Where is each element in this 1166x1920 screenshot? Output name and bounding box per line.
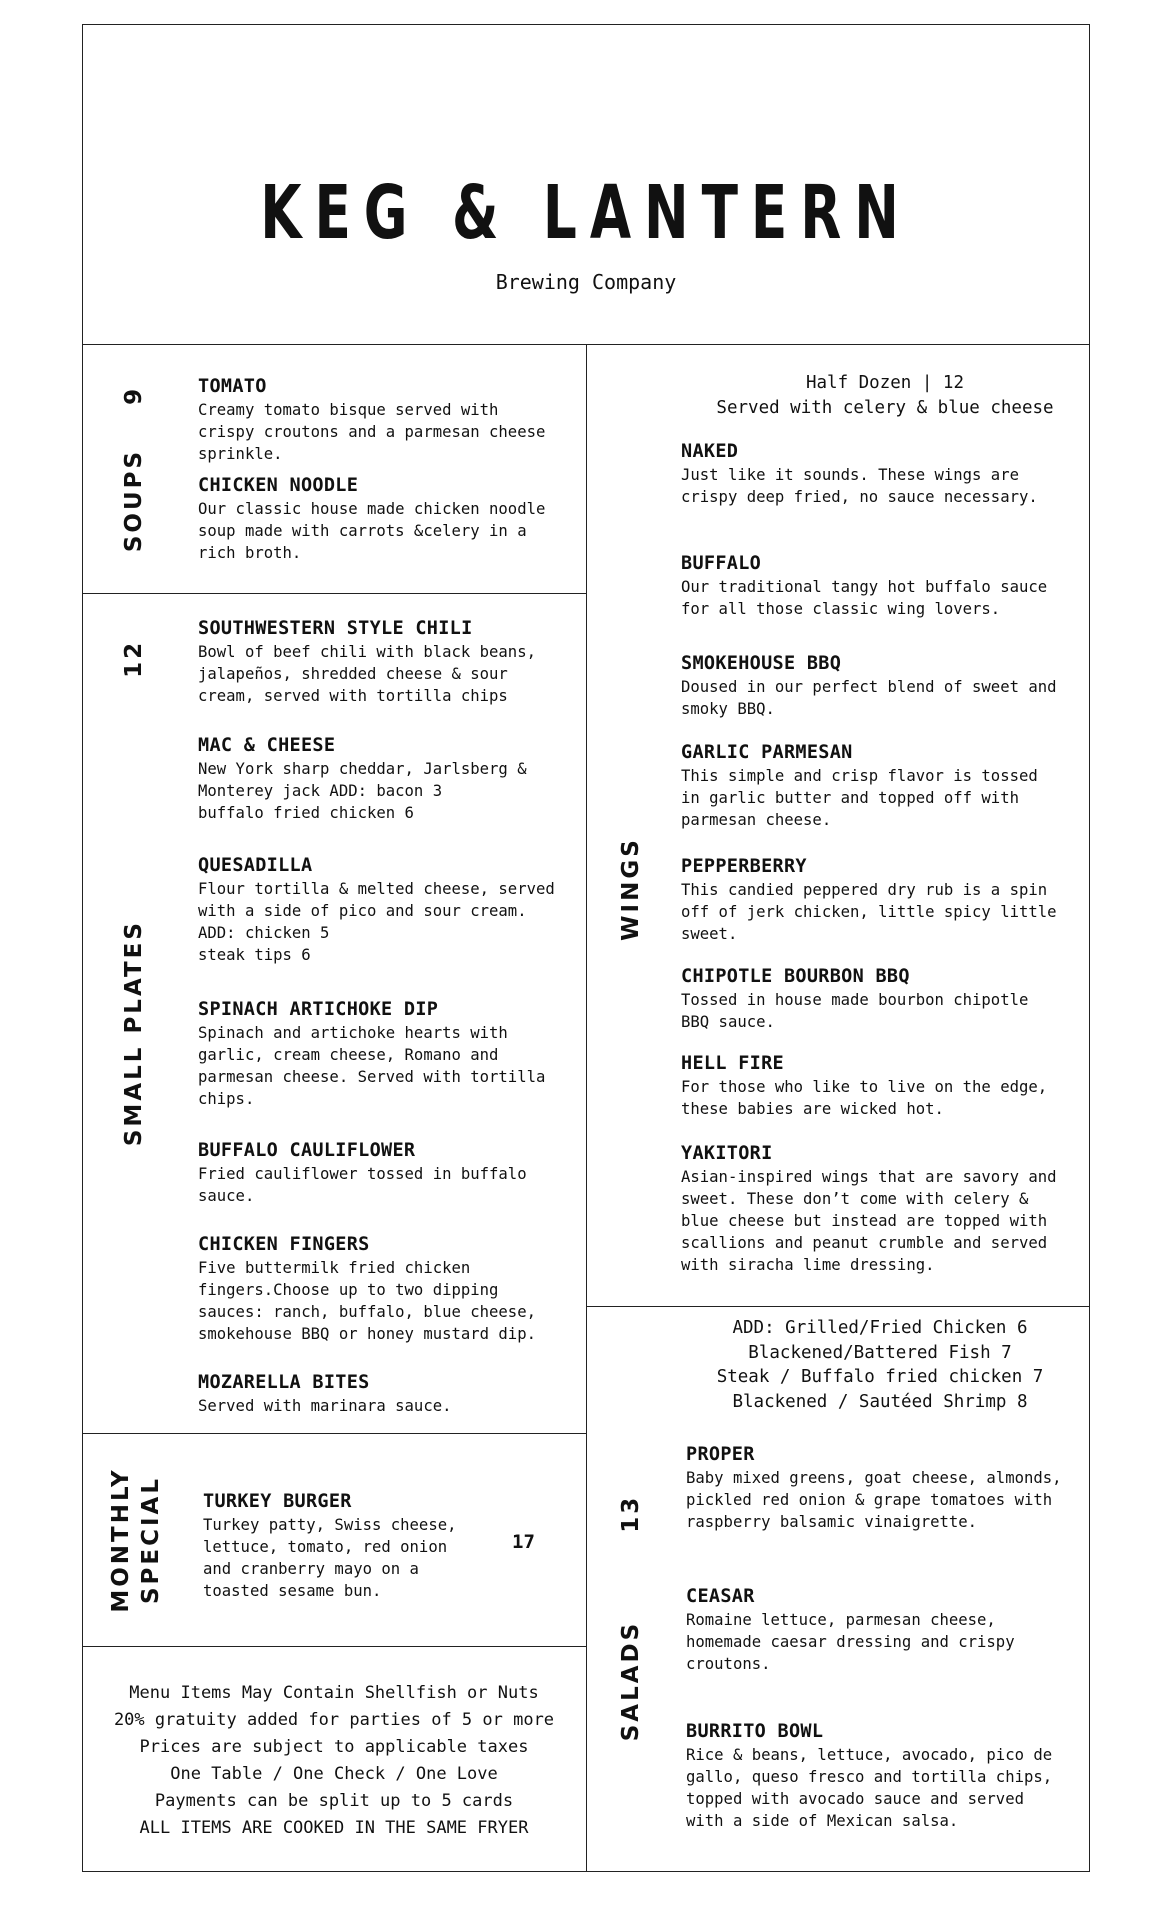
salad-item-ceasar <box>686 1585 1015 1675</box>
item-description: Turkey patty, Swiss cheese, lettuce, tomato, red onion and cranberry mayo on a toasted sesame bun. <box>203 1516 457 1600</box>
column-divider <box>586 344 587 1872</box>
item-name: TURKEY BURGER <box>203 1491 352 1512</box>
footer-line: ALL ITEMS ARE COOKED IN THE SAME FRYER <box>139 1818 529 1838</box>
soups-divider <box>82 593 586 594</box>
item-description: Our classic house made chicken noodle soup made with carrots &celery in a rich broth. <box>198 500 546 562</box>
footer-line: Prices are subject to applicable taxes <box>139 1737 529 1757</box>
salads-label <box>616 1495 646 1742</box>
small-plates-divider <box>82 1433 586 1434</box>
brand-title: KEG & LANTERN <box>260 170 912 256</box>
add-on-line: Blackened / Sautéed Shrimp 8 <box>732 1391 1028 1412</box>
wing-item-garlic-parmesan <box>681 741 1038 831</box>
item-name: CHICKEN NOODLE <box>198 475 359 496</box>
item-name: SMOKEHOUSE BBQ <box>681 653 842 674</box>
soups-label <box>119 386 149 552</box>
item-description: Fried cauliflower tossed in buffalo sauce. <box>198 1165 527 1205</box>
monthly-special-line1: MONTHLY <box>108 1467 134 1613</box>
salads-add-ons <box>680 1316 1080 1414</box>
footer-line: One Table / One Check / One Love <box>170 1764 498 1784</box>
menu-item-turkey-burger <box>203 1490 456 1602</box>
item-description: For those who like to live on the edge, these babies are wicked hot. <box>681 1078 1048 1118</box>
monthly-special-line2: SPECIAL <box>138 1475 164 1605</box>
menu-item-spinach-dip <box>198 998 545 1110</box>
wing-item-buffalo <box>681 552 1047 620</box>
salads-price: 13 <box>618 1494 644 1533</box>
menu-item-mozarella-bites <box>198 1371 451 1417</box>
brand-subtitle: Brewing Company <box>495 270 677 294</box>
item-name: CHICKEN FINGERS <box>198 1234 370 1255</box>
item-description: Tossed in house made bourbon chipotle BBQ sauce. <box>681 991 1029 1031</box>
wings-intro <box>700 371 1070 420</box>
add-on-line: Steak / Buffalo fried chicken 7 <box>716 1367 1044 1387</box>
menu-item-chicken-noodle <box>198 474 545 564</box>
wing-item-pepperberry <box>681 855 1057 945</box>
wing-item-hell-fire <box>681 1052 1047 1120</box>
item-description: Creamy tomato bisque served with crispy croutons and a parmesan cheese sprinkle. <box>198 401 546 463</box>
item-description: This candied peppered dry rub is a spin off of jerk chicken, little spicy little sweet. <box>681 881 1057 943</box>
menu-item-buffalo-cauliflower <box>198 1139 527 1207</box>
monthly-special-label <box>106 1467 166 1612</box>
item-description: Served with marinara sauce. <box>198 1397 452 1415</box>
item-name: SPINACH ARTICHOKE DIP <box>198 999 439 1020</box>
footer-notes <box>82 1680 586 1842</box>
add-on-line: Blackened/Battered Fish 7 <box>748 1342 1012 1363</box>
wing-item-naked <box>681 440 1038 508</box>
item-name: YAKITORI <box>681 1143 773 1164</box>
menu-item-chili <box>198 617 536 707</box>
item-description: Five buttermilk fried chicken fingers.Choose up to two dipping sauces: ranch, buffalo, blue cheese, smokehouse BBQ or honey mustard dip. <box>198 1259 536 1343</box>
item-name: HELL FIRE <box>681 1053 784 1074</box>
small-plates-label <box>119 640 149 1146</box>
item-description: Asian-inspired wings that are savory and sweet. These don’t come with celery & blue cheese but instead are topped with scallions and peanut crumble and served with siracha lime dressing. <box>681 1168 1057 1274</box>
item-description: Doused in our perfect blend of sweet and smoky BBQ. <box>681 678 1057 718</box>
salad-item-burrito-bowl <box>686 1720 1052 1832</box>
item-name: MOZARELLA BITES <box>198 1372 370 1393</box>
item-name: PEPPERBERRY <box>681 856 807 877</box>
menu-item-quesadilla <box>198 854 555 966</box>
item-description: Our traditional tangy hot buffalo sauce for all those classic wing lovers. <box>681 578 1048 618</box>
footer-line: Payments can be split up to 5 cards <box>154 1791 514 1811</box>
item-name: QUESADILLA <box>198 855 313 876</box>
add-on-line: ADD: Grilled/Fried Chicken 6 <box>732 1318 1028 1338</box>
wings-divider <box>586 1306 1090 1307</box>
item-description: Flour tortilla & melted cheese, served with a side of pico and sour cream. ADD: chicken 5 steak tips 6 <box>198 880 555 964</box>
wings-price-line: Half Dozen | 12 <box>805 373 965 393</box>
item-name: BUFFALO CAULIFLOWER <box>198 1140 416 1161</box>
item-name: TOMATO <box>198 376 267 397</box>
wings-served-line: Served with celery & blue cheese <box>716 397 1054 418</box>
item-name: CHIPOTLE BOURBON BBQ <box>681 966 910 987</box>
item-description: Romaine lettuce, parmesan cheese, homemade caesar dressing and crispy croutons. <box>686 1611 1015 1673</box>
soups-title: SOUPS <box>121 448 147 553</box>
item-description: Baby mixed greens, goat cheese, almonds, pickled red onion & grape tomatoes with raspberry balsamic vinaigrette. <box>686 1469 1062 1531</box>
small-plates-price: 12 <box>121 639 147 678</box>
monthly-special-price: 17 <box>512 1531 535 1553</box>
item-description: Just like it sounds. These wings are crispy deep fried, no sauce necessary. <box>681 466 1038 506</box>
item-name: SOUTHWESTERN STYLE CHILI <box>198 618 473 639</box>
footer-line: 20% gratuity added for parties of 5 or more <box>113 1710 555 1730</box>
soups-price: 9 <box>121 385 147 405</box>
wing-item-smokehouse-bbq <box>681 652 1057 720</box>
item-name: NAKED <box>681 441 739 462</box>
wings-label <box>616 837 646 941</box>
item-name: GARLIC PARMESAN <box>681 742 853 763</box>
wing-item-chipotle-bourbon-bbq <box>681 965 1028 1033</box>
item-name: CEASAR <box>686 1586 755 1607</box>
item-description: New York sharp cheddar, Jarlsberg & Monterey jack ADD: bacon 3 buffalo fried chicken 6 <box>198 760 527 822</box>
wings-title: WINGS <box>618 837 644 941</box>
salads-title: SALADS <box>618 1620 644 1742</box>
item-name: BURRITO BOWL <box>686 1721 824 1742</box>
footer-line: Menu Items May Contain Shellfish or Nuts <box>129 1683 539 1703</box>
menu-item-chicken-fingers <box>198 1233 536 1345</box>
item-description: Spinach and artichoke hearts with garlic, cream cheese, Romano and parmesan cheese. Served with tortilla chips. <box>198 1024 546 1108</box>
small-plates-title: SMALL PLATES <box>121 920 147 1147</box>
item-description: Rice & beans, lettuce, avocado, pico de gallo, queso fresco and tortilla chips, topped with avocado sauce and served with a side of Mexican salsa. <box>686 1746 1053 1830</box>
menu-item-tomato <box>198 375 545 465</box>
menu-item-mac-cheese <box>198 734 527 824</box>
item-name: MAC & CHEESE <box>198 735 336 756</box>
item-name: PROPER <box>686 1444 755 1465</box>
wing-item-yakitori <box>681 1142 1057 1276</box>
salad-item-proper <box>686 1443 1062 1533</box>
special-divider <box>82 1646 586 1647</box>
item-description: This simple and crisp flavor is tossed in garlic butter and topped off with parmesan cheese. <box>681 767 1038 829</box>
item-description: Bowl of beef chili with black beans, jalapeños, shredded cheese & sour cream, served with tortilla chips <box>198 643 536 705</box>
item-name: BUFFALO <box>681 553 762 574</box>
